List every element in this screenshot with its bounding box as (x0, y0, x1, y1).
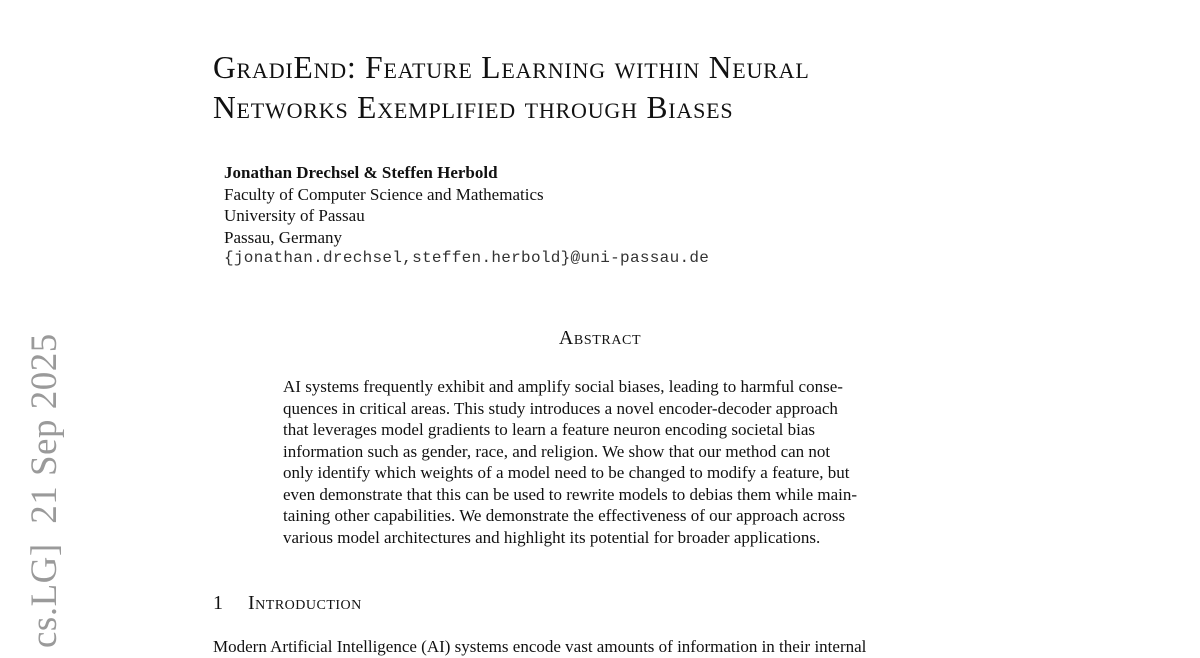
abstract-body (283, 376, 923, 548)
author-email: {jonathan.drechsel,steffen.herbold}@uni-passau.de (224, 249, 710, 267)
affiliation-faculty: Faculty of Computer Science and Mathematics (224, 184, 544, 204)
section-number: 1 (213, 592, 224, 614)
abstract-line: taining other capabilities. We demonstrate the effectiveness of our approach across (283, 506, 846, 525)
paper-title-line-1: GradiEnd: Feature Learning within Neural (213, 50, 810, 85)
paper-title (213, 48, 1033, 128)
abstract-line: even demonstrate that this can be used to rewrite models to debias them while main- (283, 484, 858, 504)
abstract-line: only identify which weights of a model need to be changed to modify a feature, but (283, 463, 850, 482)
arxiv-identifier-stamp: cs.LG] 21 Sep 2025 (24, 333, 65, 648)
abstract-line: quences in critical areas. This study introduces a novel encoder-decoder approach (283, 398, 838, 418)
affiliation-location: Passau, Germany (224, 227, 343, 247)
abstract-line: information such as gender, race, and religion. We show that our method can not (283, 441, 831, 461)
author-names: Jonathan Drechsel & Steffen Herbold (224, 163, 498, 182)
affiliation-university: University of Passau (224, 206, 365, 225)
abstract-line: various model architectures and highlight its potential for broader applications. (283, 527, 821, 547)
author-block (224, 162, 709, 270)
abstract-heading: Abstract (558, 327, 642, 349)
section-title: Introduction (248, 592, 362, 614)
paper-title-line-2: Networks Exemplified through Biases (213, 90, 734, 125)
intro-paragraph-first-line: Modern Artificial Intelligence (AI) systems encode vast amounts of information in their internal (213, 637, 867, 656)
abstract-line: that leverages model gradients to learn a feature neuron encoding societal bias (283, 420, 815, 439)
section-heading-introduction (213, 592, 362, 615)
abstract-line: AI systems frequently exhibit and amplify social biases, leading to harmful conse- (283, 377, 843, 396)
